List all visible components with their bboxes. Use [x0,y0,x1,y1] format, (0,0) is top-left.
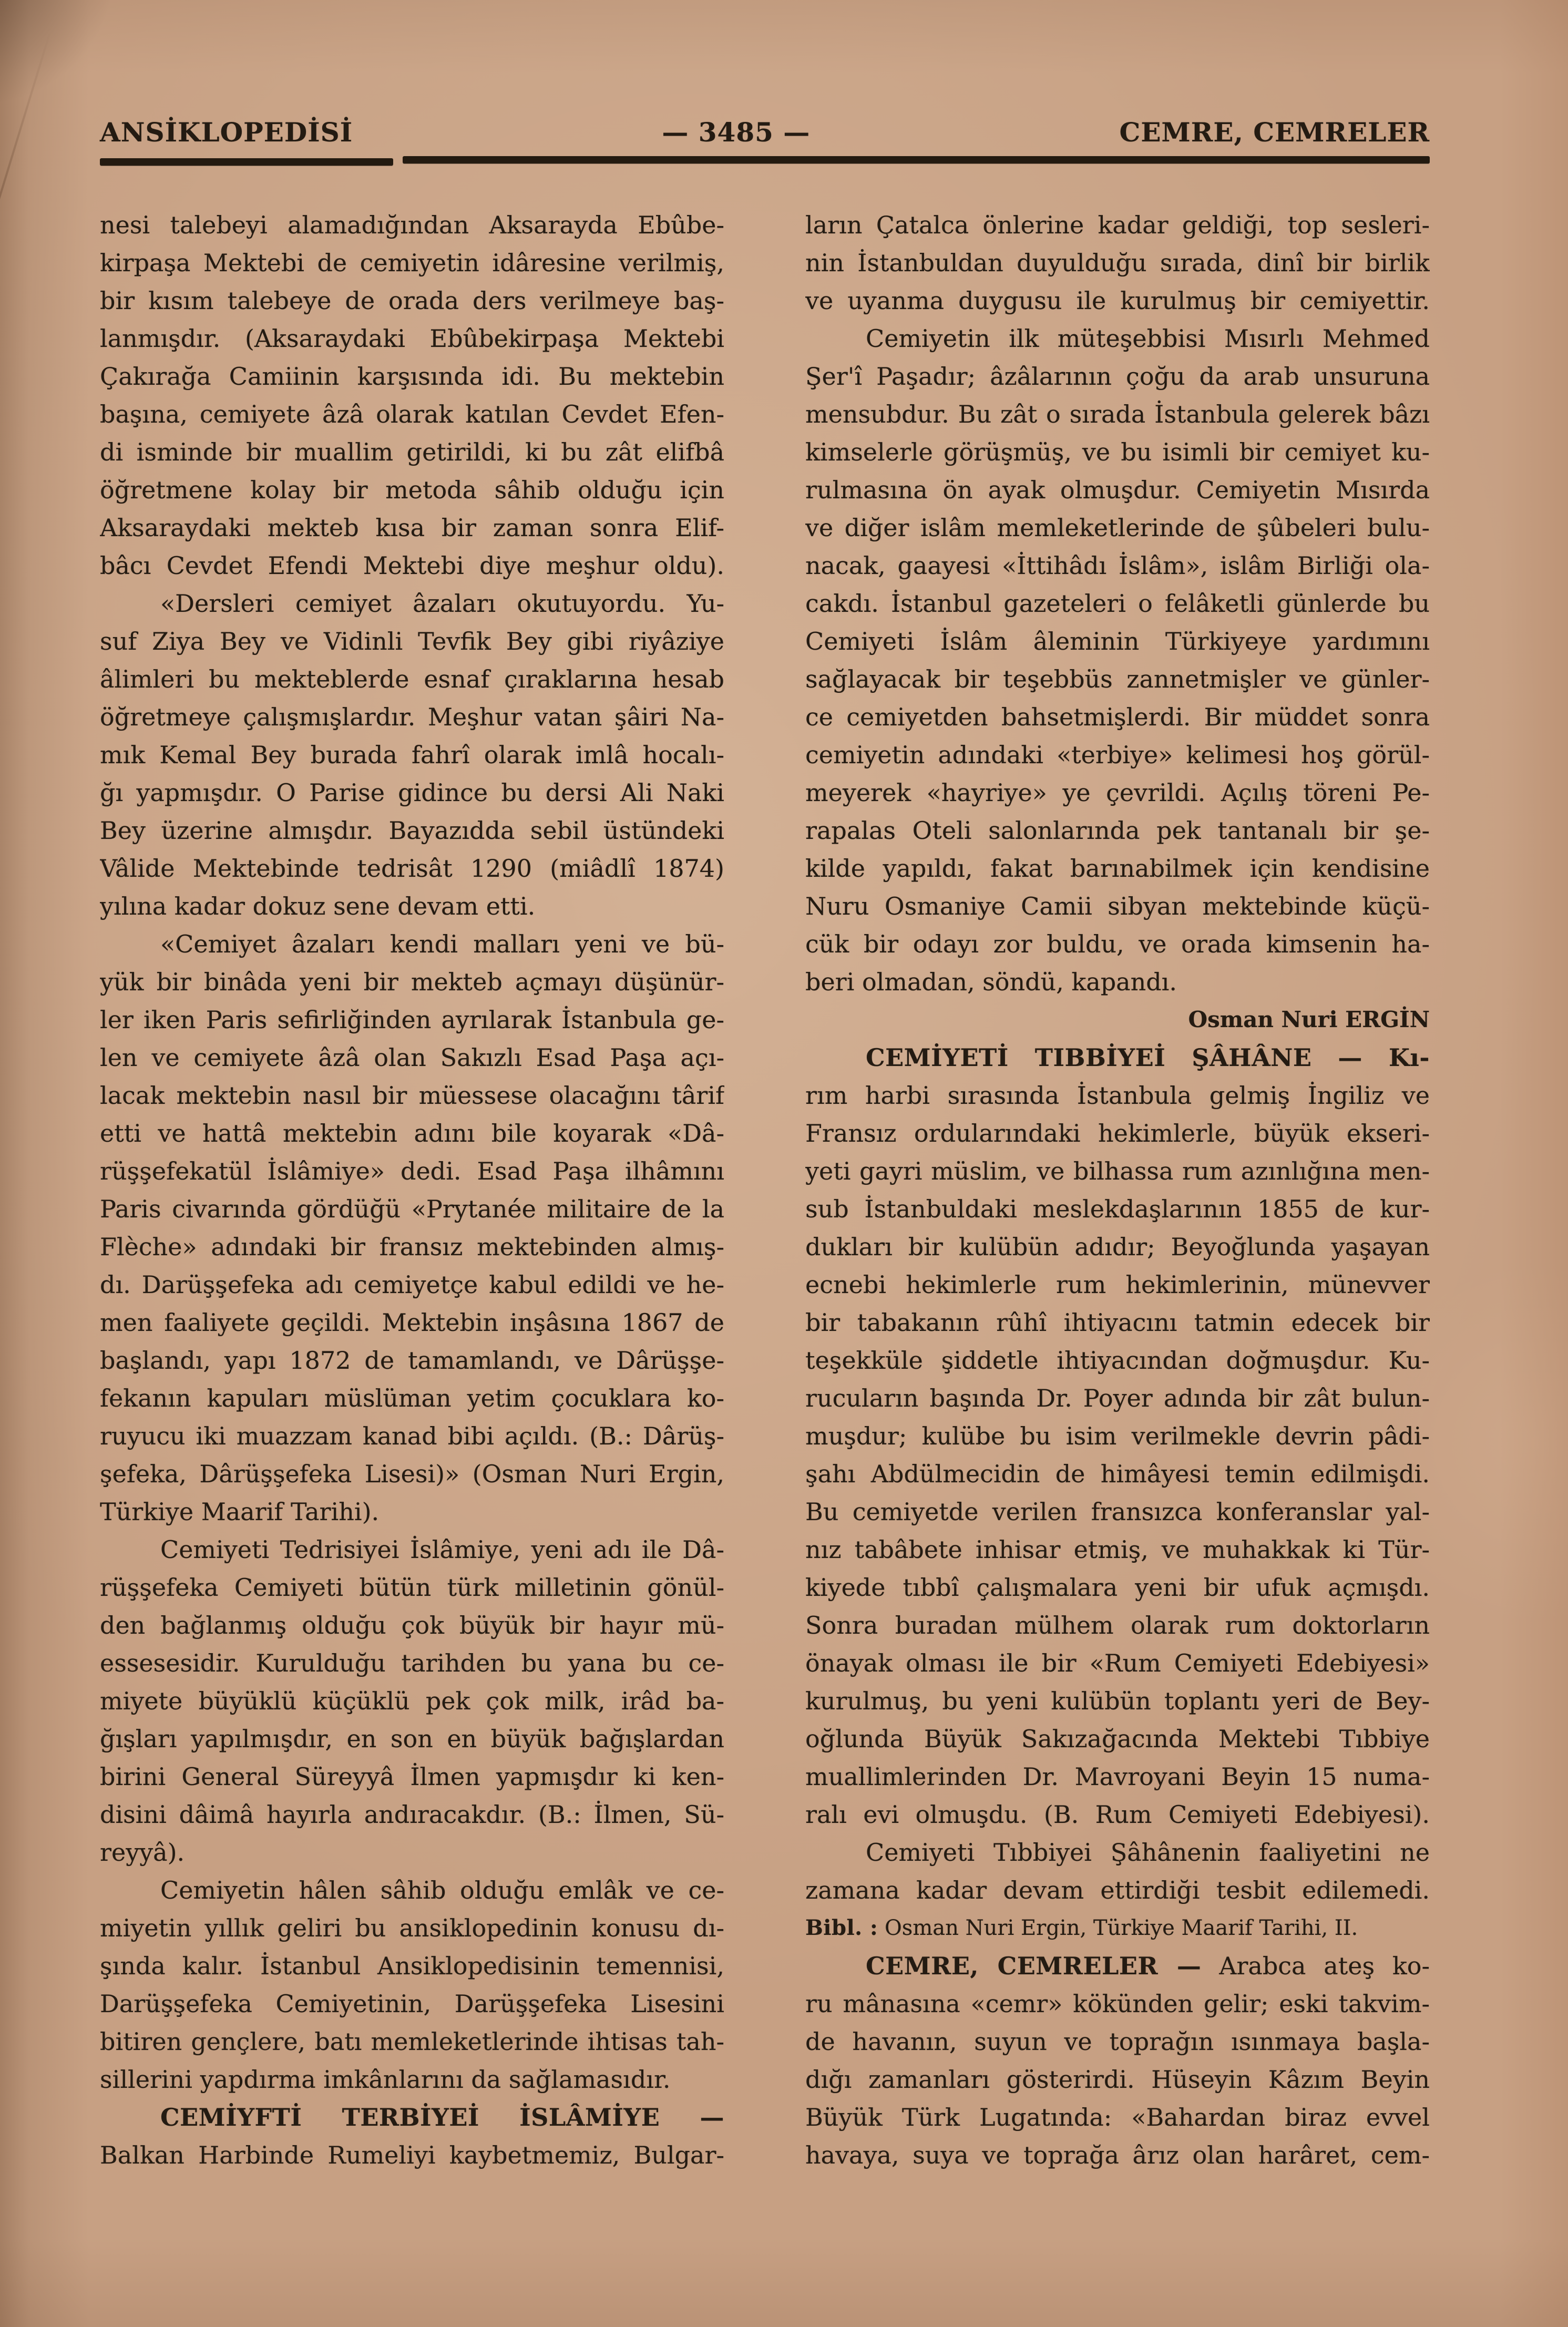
text-line: miyetin yıllık geliri bu ansiklopedinin konusu dı- [100,1914,724,1942]
text-line: rapalas Oteli salonlarında pek tantanalı bir şe- [805,816,1430,845]
bold-entry-heading: CEMRE, CEMRELER — [866,1952,1202,1980]
text-line: Paris civarında gördüğü «Prytanée militaire de la [100,1195,724,1223]
text-line: Flèche» adındaki bir fransız mektebinden almış- [100,1233,724,1261]
text-line: kurulmuş, bu yeni kulübün toplantı yeri de Bey- [805,1687,1430,1715]
text-line: nesi talebeyi alamadığından Aksarayda Ebûbe- [100,211,724,239]
text-line: Cemiyeti İslâm âleminin Türkiyeye yardımını [805,627,1430,655]
text-line [100,2098,724,2136]
text-line: Cemiyeti Tedrisiyei İslâmiye, yeni adı ile Dâ- [160,1535,724,1564]
running-article-title: CEMRE, CEMRELER [1119,117,1430,148]
text-line: Şer'î Paşadır; âzâlarının çoğu da arab unsuruna [805,362,1430,391]
text-line: öğretmene kolay bir metoda sâhib olduğu için [100,476,724,504]
text-line: bir kısım talebeye de orada ders verilmeye baş- [100,286,724,315]
page-number: — 3485 — [662,117,811,148]
text-line: Cemiyeti Tıbbiyei Şâhânenin faaliyetini ne [866,1838,1430,1867]
text-line: Büyük Türk Lugatında: «Bahardan biraz evvel [805,2103,1430,2131]
entry-paragraph [805,1947,1430,2174]
text-line: Darüşşefeka Cemiyetinin, Darüşşefeka Lisesini [100,1990,724,2018]
text-line: muşdur; kulübe bu isim verilmekle devrin pâdi- [805,1422,1430,1450]
text-line: dığı zamanları gösterirdi. Hüseyin Kâzım Beyin [805,2065,1430,2094]
text-line: sağlayacak bir teşebbüs zannetmişler ve günler- [805,665,1430,693]
text-line: Osman Nuri ERGİN [1188,1007,1430,1032]
text-line: nin İstanbuldan duyulduğu sırada, dinî bir birlik [805,249,1430,277]
text-line: CEMRE, CEMRELER — Arabca ateş ko- [866,1952,1430,1980]
text-line: rım harbi sırasında İstanbula gelmiş İngiliz ve [805,1081,1430,1110]
text-line: Çakırağa Camiinin karşısında idi. Bu mektebin [100,362,724,391]
text-line: ruyucu iki muazzam kanad bibi açıldı. (B.: Dârüş- [100,1422,724,1450]
text-line: başına, cemiyete âzâ olarak katılan Cevdet Efen- [100,400,724,428]
text-line: yük bir binâda yeni bir mekteb açmayı düşünür- [100,968,724,996]
text-line: etti ve hattâ mektebin adını bile koyarak «Dâ- [100,1119,724,1147]
text-line: kirpaşa Mektebi de cemiyetin idâresine verilmiş, [100,249,724,277]
text-line: kimselerle görüşmüş, ve bu isimli bir cemiyet ku- [805,438,1430,466]
paragraph-continuation [100,206,724,585]
text-line: ğışları yapılmışdır, en son en büyük bağışlardan [100,1725,724,1753]
entry-paragraph [100,2098,724,2174]
paper-crease [0,29,52,542]
text-line: ve uyanma duygusu ile kurulmuş bir cemiyettir. [805,286,1430,315]
text-line: Fransız ordularındaki hekimlerle, büyük ekseri- [805,1119,1430,1147]
left-column [100,206,724,2174]
text-line: cemiyetin adındaki «terbiye» kelimesi hoş görül- [805,741,1430,769]
paragraph [805,1833,1430,1909]
text-columns [100,206,1430,2174]
text-line: lacak mektebin nasıl bir müessese olacağını târif [100,1081,724,1110]
text-line: den bağlanmış olduğu çok büyük bir hayır mü- [100,1611,724,1639]
text-line: başlandı, yapı 1872 de tamamlandı, ve Dârüşşe- [100,1346,724,1375]
text-line: yeti gayri müslim, ve bilhassa rum azınlığına men- [805,1157,1430,1185]
text-line: «Cemiyet âzaları kendi malları yeni ve bü- [160,930,724,958]
text-line: Aksaraydaki mekteb kısa bir zaman sonra Elif- [100,514,724,542]
text-line: öğretmeye çalışmışlardır. Meşhur vatan şâiri Na- [100,703,724,731]
text-line: suf Ziya Bey ve Vidinli Tevfik Bey gibi riyâziye [100,627,724,655]
text-line: Bibl. : Osman Nuri Ergin, Türkiye Maarif Tarihi, II. [805,1915,1358,1940]
bibliography [805,1909,1430,1947]
text-line: teşekküle şiddetle ihtiyacından doğmuşdur. Ku- [805,1346,1430,1375]
paragraph [805,320,1430,1001]
text-line: şefeka, Dârüşşefeka Lisesi)» (Osman Nuri Ergin, [100,1460,724,1488]
text-line: miyete büyüklü küçüklü pek çok milk, irâd ba- [100,1687,724,1715]
header-rule-left-segment [100,158,393,166]
text-line: nacak, gaayesi «İttihâdı İslâm», islâm Birliği ola- [805,551,1430,580]
entry-paragraph [805,1039,1430,1833]
text-line: ru mânasına «cemr» kökünden gelir; eski takvim- [805,1990,1430,2018]
text-line: bitiren gençlere, batı memleketlerinde ihtisas tah- [100,2027,724,2056]
text-line: ve diğer islâm memleketlerinde de şûbeleri bulu- [805,514,1430,542]
text-line: havaya, suya ve toprağa ârız olan harâret, cem- [805,2141,1430,2169]
text-line: rüşşefeka Cemiyeti bütün türk milletinin gönül- [100,1573,724,1602]
text-line: de havanın, suyun ve toprağın ısınmaya başla- [805,2027,1430,2056]
text-line: mık Kemal Bey burada fahrî olarak imlâ hocalı- [100,741,724,769]
text-line: bir tabakanın rûhî ihtiyacını tatmin edecek bir [805,1308,1430,1337]
text-line: men faaliyete geçildi. Mektebin inşâsına 1867 de [100,1308,724,1337]
text-line: ecnebi hekimlerle rum hekimlerinin, münevver [805,1270,1430,1299]
text-line: cük bir odayı zor buldu, ve orada kimsenin ha- [805,930,1430,958]
text-line: birini General Süreyyâ İlmen yapmışdır ki ken- [100,1762,724,1791]
text-line: oğlunda Büyük Sakızağacında Mektebi Tıbbiye [805,1725,1430,1753]
paragraph [100,585,724,925]
text-line: beri olmadan, söndü, kapandı. [805,968,1177,996]
text-line: kiyede tıbbî çalışmalara yeni bir ufuk açmışdı. [805,1573,1430,1602]
text-line: reyyâ). [100,1838,185,1867]
text-line: kilde yapıldı, fakat barınabilmek için kendisine [805,854,1430,883]
text-line: nız tabâbete inhisar etmiş, ve muhakkak ki Tür- [805,1535,1430,1564]
text-line: şahı Abdülmecidin de himâyesi temin edilmişdi. [805,1460,1430,1488]
bold-entry-heading: CEMİYFTİ TERBİYEİ İSLÂMİYE — [160,2103,724,2131]
text-line: sub İstanbuldaki meslekdaşlarının 1855 de kur- [805,1195,1430,1223]
bold-entry-heading: CEMİYETİ TIBBİYEİ ŞÂHÂNE — Kı- [866,1043,1430,1072]
text-line: Balkan Harbinde Rumeliyi kaybetmemiz, Bulgar- [100,2141,724,2169]
text-line: zamana kadar devam ettirdiği tesbit edilemedi. [805,1876,1430,1904]
text-line: Sonra buradan mülhem olarak rum doktorların [805,1611,1430,1639]
text-line: rucuların başında Dr. Poyer adında bir zât bulun- [805,1384,1430,1412]
text-line: Bu cemiyetde verilen fransızca konferanslar yal- [805,1498,1430,1526]
text-line: mensubdur. Bu zât o sırada İstanbula gelerek bâzı [805,400,1430,428]
text-line: disini dâimâ hayırla andıracakdır. (B.: İlmen, Sü- [100,1800,724,1829]
text-line: Vâlide Mektebinde tedrisât 1290 (miâdlî 1874) [100,854,724,883]
text-line: lanmışdır. (Aksaraydaki Ebûbekirpaşa Mektebi [100,324,724,353]
paragraph [100,1531,724,1871]
text-line: ce cemiyetden bahsetmişlerdi. Bir müddet sonra [805,703,1430,731]
text-line: rüşşefekatül İslâmiye» dedi. Esad Paşa ilhâmını [100,1157,724,1185]
text-line: muallimlerinden Dr. Mavroyani Beyin 15 numa- [805,1762,1430,1791]
right-column [805,206,1430,2174]
text-line: Cemiyetin hâlen sâhib olduğu emlâk ve ce- [160,1876,724,1904]
bold-entry-heading: Bibl. : [805,1915,878,1940]
text-line: meyerek «hayriye» ye çevrildi. Açılış töreni Pe- [805,778,1430,807]
text-line: cakdı. İstanbul gazeteleri o felâketli günlerde bu [805,589,1430,618]
text-line: âlimleri bu mekteblerde esnaf çıraklarına hesab [100,665,724,693]
text-line: Bey üzerine almışdır. Bayazıdda sebil üstündeki [100,816,724,845]
text-line: sillerini yapdırma imkânlarını da sağlamasıdır. [100,2065,671,2094]
text-line: len ve cemiyete âzâ olan Sakızlı Esad Paşa açı- [100,1043,724,1072]
page-header [100,114,1430,151]
text-line: dukları bir kulübün adıdır; Beyoğlunda yaşayan [805,1233,1430,1261]
text-line: di isminde bir muallim getirildi, ki bu zât elifbâ [100,438,724,466]
text-line: «Dersleri cemiyet âzaları okutuyordu. Yu- [160,589,724,618]
text-line: ler iken Paris sefirliğinden ayrılarak İstanbula ge- [100,1006,724,1034]
text-line: yılına kadar dokuz sene devam etti. [100,892,536,920]
text-line: Cemiyetin ilk müteşebbisi Mısırlı Mehmed [866,324,1430,353]
paragraph [100,925,724,1531]
text-line: şında kalır. İstanbul Ansiklopedisinin temennisi, [100,1952,724,1980]
text-line: rulmasına ön ayak olmuşdur. Cemiyetin Mısırda [805,476,1430,504]
text-line: ların Çatalca önlerine kadar geldiği, top sesleri- [805,211,1430,239]
paragraph-continuation [805,206,1430,320]
author-byline [805,1001,1430,1039]
text-line: bâcı Cevdet Efendi Mektebi diye meşhur oldu). [100,551,724,580]
text-line: fekanın kapuları müslüman yetim çocuklara ko- [100,1384,724,1412]
text-line: ğı yapmışdır. O Parise gidince bu dersi Ali Naki [100,778,724,807]
header-rule-right-segment [403,156,1430,163]
running-title: ANSİKLOPEDİSİ [100,117,353,148]
text-line: Türkiye Maarif Tarihi). [100,1498,380,1526]
text-line: essesesidir. Kurulduğu tarihden bu yana bu ce- [100,1649,724,1677]
text-line: ralı evi olmuşdu. (B. Rum Cemiyeti Edebiyesi). [805,1800,1430,1829]
paragraph [100,1871,724,2098]
text-line: Nuru Osmaniye Camii sibyan mektebinde küçü- [805,892,1430,920]
text-line: önayak olması ile bir «Rum Cemiyeti Edebiyesi» [805,1649,1430,1677]
text-line [805,1039,1430,1077]
text-line: dı. Darüşşefeka adı cemiyetçe kabul edildi ve he- [100,1270,724,1299]
